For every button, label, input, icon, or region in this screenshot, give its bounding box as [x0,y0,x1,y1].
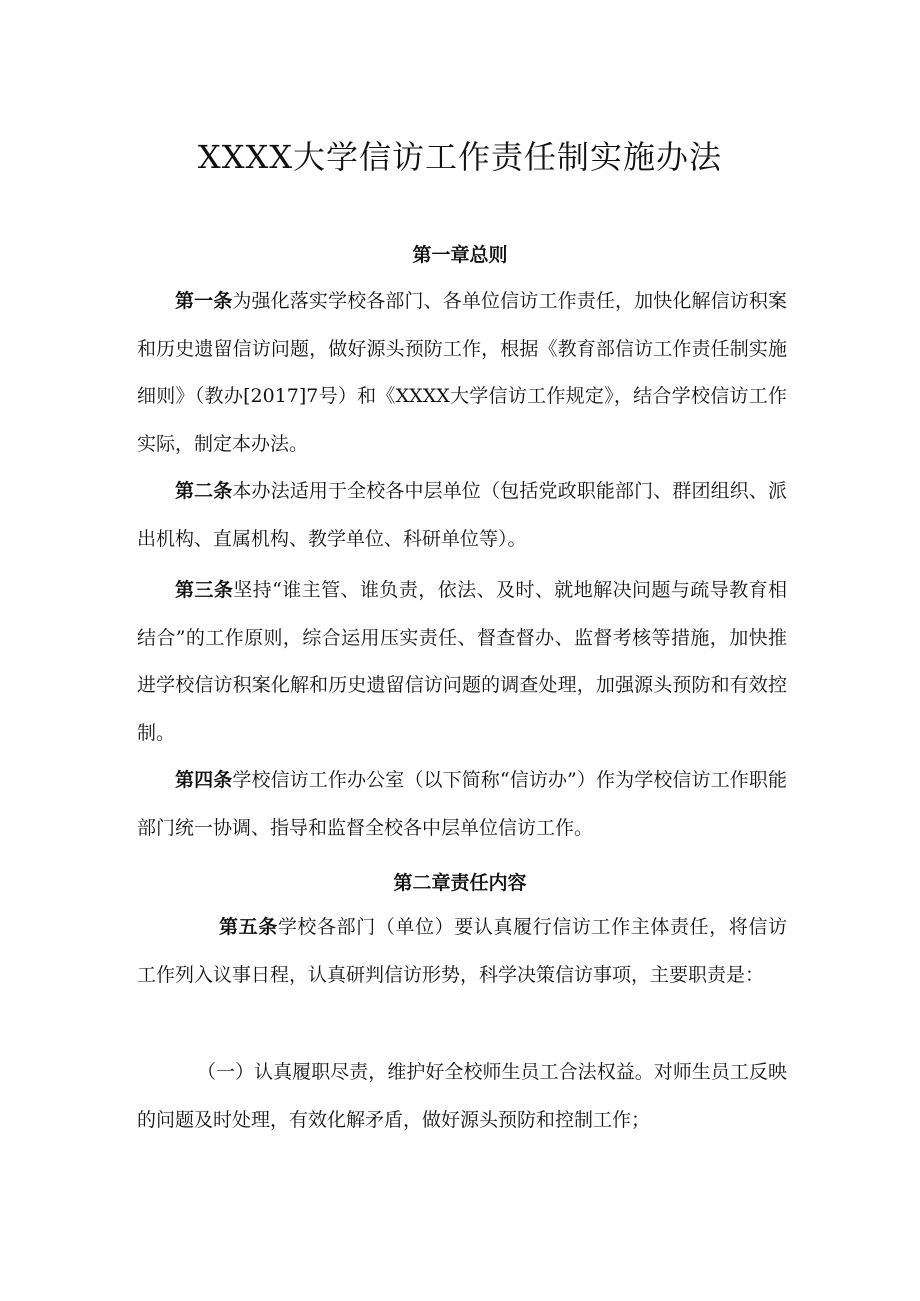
chapter-heading-2: 第二章责任内容 [393,872,527,894]
chapter-heading-1: 第一章总则 [412,244,508,266]
article-1 [137,278,787,468]
article-label: 第四条 [175,769,233,791]
article-text: 为强化落实学校各部门、各单位信访工作责任，加快化解信访积案和历史遗留信访问题，做好源头预防工作，根据《教育部信访工作责任制实施细则》（教办[2017]7号）和《XXXX大学信访工作规定》，结合学校信访工作实际，制定本办法。 [137,290,787,455]
article-label: 第五条 [219,916,278,938]
article-text: 本办法适用于全校各中层单位（包括党政职能部门、群团组织、派出机构、直属机构、教学单位、科研单位等）。 [137,480,787,550]
item-1 [137,1049,787,1144]
article-3 [137,567,787,757]
article-label: 第三条 [175,579,234,601]
item-text: （一）认真履职尽责，维护好全校师生员工合法权益。对师生员工反映的问题及时处理，有效化解矛盾，做好源头预防和控制工作； [137,1061,787,1131]
article-label: 第二条 [175,480,233,502]
article-5 [137,904,787,999]
document-title: XXXX大学信访工作责任制实施办法 [197,138,723,176]
article-2 [137,468,787,563]
article-text: 坚持“谁主管、谁负责，依法、及时、就地解决问题与疏导教育相结合”的工作原则，综合运用压实责任、督查督办、监督考核等措施，加快推进学校信访积案化解和历史遗留信访问题的调查处理，加强源头预防和有效控制。 [137,579,787,744]
article-text: 学校信访工作办公室（以下简称“信访办”）作为学校信访工作职能部门统一协调、指导和监督全校各中层单位信访工作。 [137,769,787,839]
article-label: 第一条 [175,290,233,312]
article-text: 学校各部门（单位）要认真履行信访工作主体责任，将信访工作列入议事日程，认真研判信访形势，科学决策信访事项，主要职责是： [137,916,787,986]
article-4 [137,757,787,852]
